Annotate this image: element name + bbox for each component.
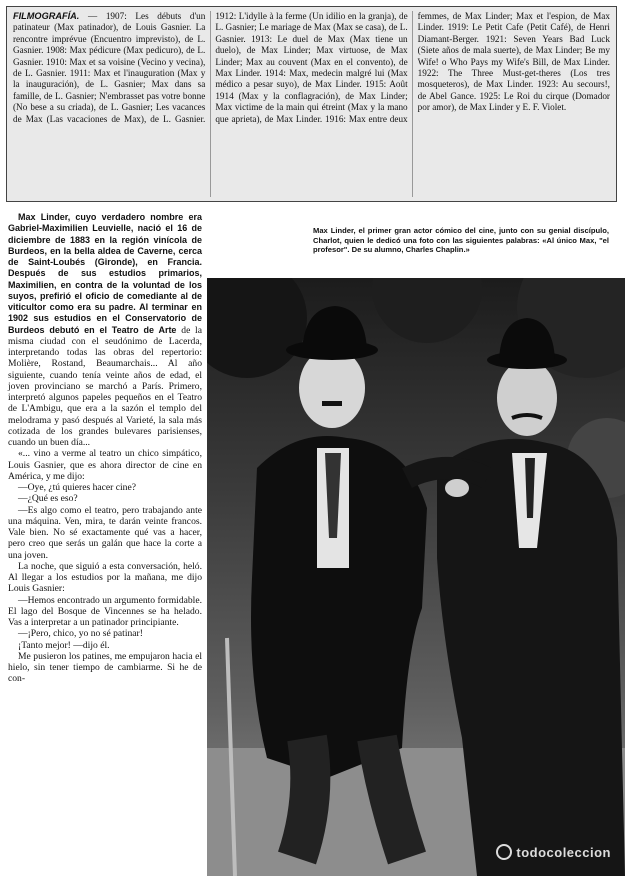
article-paragraph: —¡Pero, chico, yo no sé patinar! xyxy=(18,628,143,640)
article-paragraph: «... vino a verme al teatro un chico simpático, Louis Gasnier, que es ahora director de cine en América, y me dijo: xyxy=(8,448,202,482)
article-lead xyxy=(8,212,202,448)
article-paragraph: —Es algo como el teatro, pero trabajando ante una máquina. Ven, mira, te darán veinte francos. Vale bien. No sé exactamente qué vas a hacer, pero creo que serás un galán que hace la corte a una joven. xyxy=(8,504,202,561)
article-lead-bold: Max Linder, cuyo verdadero nombre era Gabriel-Maximilien Leuvielle, nació el 16 de diciembre de 1883 en la región vinícola de Burdeos, en la bella aldea de Caverne, cerca de Saint-Loubés (Gironde), en Francia. Después de sus estudios primarios, Maximilien, en contra de la voluntad de los suyos, prefirió el oficio de comediante al de viticultor como era su padre. Al terminar en 1902 sus estudios en el Conservatorio de Burdeos debutó en el Teatro de Arte xyxy=(8,212,202,335)
article-paragraph: ¡Tanto mejor! —dijo él. xyxy=(18,639,110,651)
article-column xyxy=(8,212,202,685)
article-paragraph: —¿Qué es eso? xyxy=(18,493,78,505)
filmography-box xyxy=(6,6,617,202)
article-lead-rest: de la misma ciudad con el seudónimo de Lacerda, interpretando todas las obras del repertorio: Molière, Rostand, Beaumarchais... Al año siguiente, cuando tenía veinte años de edad, el joven provinciano se marchó a París. Primero, interpretó algunos papeles pequeños en el Teatro de L'Ambigu, que era a la sazón el templo del melodrama y pasó después al Varieté, la sala más cotizada de los grandes bulevares parisienses, cuando un buen día... xyxy=(8,324,202,448)
filmography-heading: FILMOGRAFÍA. xyxy=(13,11,80,21)
watermark-logo-icon xyxy=(496,844,512,860)
article-paragraph: —Hemos encontrado un argumento formidable. El lago del Bosque de Vincennes se ha helado. Vas a interpretar a un patinador principiante. xyxy=(8,594,202,628)
article-paragraph: —Oye, ¿tú quieres hacer cine? xyxy=(18,482,136,493)
photo-illustration xyxy=(207,278,625,876)
article-paragraph: Me pusieron los patines, me empujaron hacia el hielo, sin tener tiempo de cambiarme. Si he de con- xyxy=(8,650,202,685)
photo-caption: Max Linder, el primer gran actor cómico del cine, junto con su genial discípulo, Charlot, quien le dedicó una foto con las siguientes palabras: «Al único Max, "el profesor". De su alumno, Charles Chaplin.» xyxy=(313,226,609,255)
watermark xyxy=(496,844,611,860)
filmography-text: — 1907: Les débuts d'un patinateur (Max patinador), de Louis Gasnier. La rencontre imprévue (Encuentro imprevisto), de L. Gasnier. 1908: Max pédicure (Max pedicuro), de L. Gasnier. 1910: Max et sa voisine (Vecino y vecina), de L. Gasnier. 1911: Max et l'inauguration (Max y la inauguración), de L. Gasnier; Max dans sa famille, de L. Gasnier; N'embrasset pas votre bonne (No bese a su criada), de L. Gasnier; Les vacances de Max (Las vacaciones de Max), de L. Gasnier. 1912: L'idylle à la ferme (Un idilio en la granja), de L. Gasnier; Le mariage de Max (Max se casa), de L. Gasnier. 1913: Le duel de Max (Max tiene un duelo), de Max Linder; Max virtuose, de Max Linder; Max au couvent (Max en el convento), de Max Linder. 1914: Max, medecin malgré lui (Max médico a pesar suyo), de Max Linder. 1915: Août 1914 (Max y la conflagración), de Max Linder; Max victime de la main qui étreint (Max y la mano que aprieta), de Max Linder. 1916: Max entre deux femmes, de Max Linder; Max et l'espion, de Max Linder. 1919: Le Petit Cafe (Petit Café), de Henri Diamant-Berger. 1921: Seven Years Bad Luck (Siete años de mala suerte), de Max Linder; Be my Wife! o Who Pays my Wife's Bill, de Max Linder. 1922: The Three Must-get-theres (Los tres mosqueteros), de Max Linder. 1923: Au secours!, de Abel Gance. 1925: Le Roi du cirque (Domador por amor), de Max Linder y E. F. Violet. xyxy=(13,11,610,124)
article-paragraph: La noche, que siguió a esta conversación, heló. Al llegar a los estudios por la mañana, me dijo Louis Gasnier: xyxy=(8,560,202,595)
watermark-text: todocoleccion xyxy=(516,844,611,860)
photo-chaplin-linder xyxy=(207,278,625,876)
